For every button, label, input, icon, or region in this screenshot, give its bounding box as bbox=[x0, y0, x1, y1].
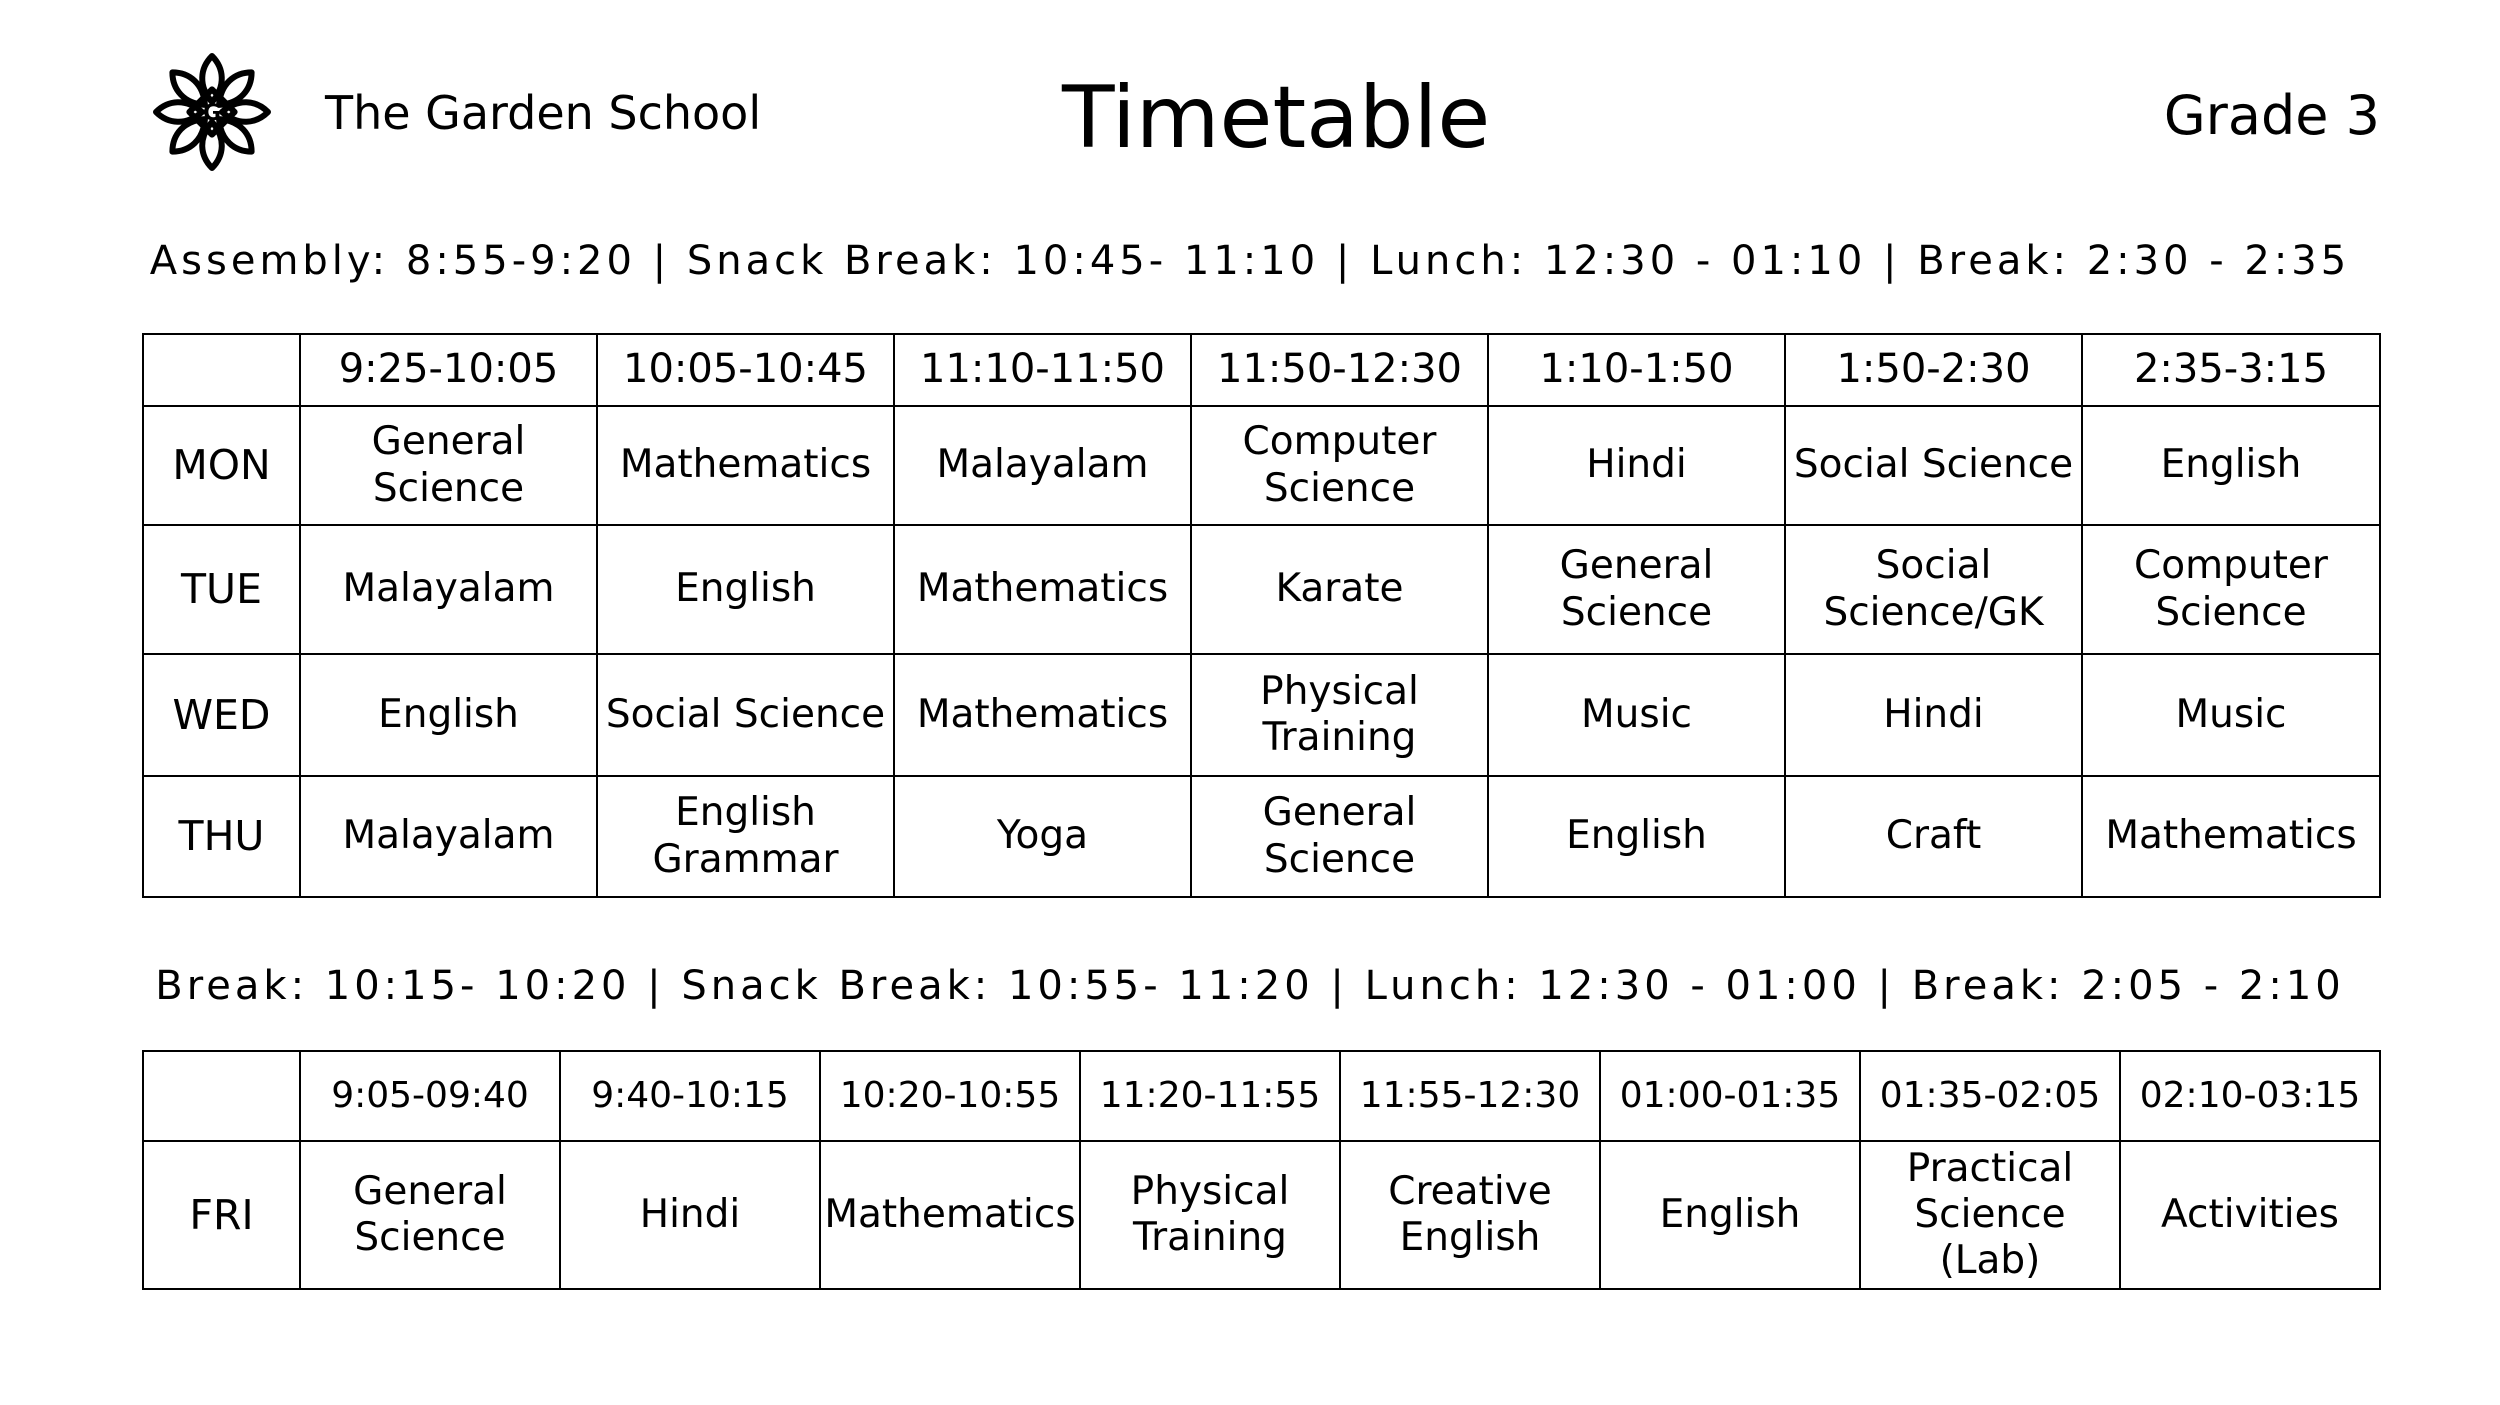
day-row-thu bbox=[143, 776, 2380, 897]
period-header-row bbox=[143, 334, 2380, 406]
subject-cell: Physical Training bbox=[1080, 1141, 1340, 1289]
subject-cell: Computer Science bbox=[1191, 406, 1488, 525]
day-label: WED bbox=[143, 654, 300, 776]
subject-cell: General Science bbox=[1191, 776, 1488, 897]
subject-cell: General Science bbox=[300, 406, 597, 525]
subject-cell: Activities bbox=[2120, 1141, 2380, 1289]
day-row-fri bbox=[143, 1141, 2380, 1289]
subject-cell: English Grammar bbox=[597, 776, 894, 897]
corner-cell bbox=[143, 1051, 300, 1141]
period-header: 02:10-03:15 bbox=[2120, 1051, 2380, 1141]
subject-cell: English bbox=[1600, 1141, 1860, 1289]
subject-cell: Social Science bbox=[1785, 406, 2082, 525]
subject-cell: English bbox=[2082, 406, 2380, 525]
subject-cell: English bbox=[1488, 776, 1785, 897]
day-label: TUE bbox=[143, 525, 300, 654]
subject-cell: Mathematics bbox=[820, 1141, 1080, 1289]
period-header-row bbox=[143, 1051, 2380, 1141]
subject-cell: General Science bbox=[1488, 525, 1785, 654]
subject-cell: Hindi bbox=[560, 1141, 820, 1289]
corner-cell bbox=[143, 334, 300, 406]
subject-cell: Social Science/GK bbox=[1785, 525, 2082, 654]
page-title: Timetable bbox=[1062, 68, 1491, 168]
school-logo-icon bbox=[142, 42, 282, 182]
period-header: 11:55-12:30 bbox=[1340, 1051, 1600, 1141]
period-header: 01:35-02:05 bbox=[1860, 1051, 2120, 1141]
period-header: 11:50-12:30 bbox=[1191, 334, 1488, 406]
friday-breaks-line: Break: 10:15- 10:20 | Snack Break: 10:55- 11:20 | Lunch: 12:30 - 01:00 | Break: 2:05 - 2:10 bbox=[155, 963, 2345, 1009]
friday-timetable bbox=[142, 1050, 2381, 1290]
subject-cell: General Science bbox=[300, 1141, 560, 1289]
subject-cell: Hindi bbox=[1785, 654, 2082, 776]
weekday-timetable bbox=[142, 333, 2381, 898]
subject-cell: English bbox=[597, 525, 894, 654]
subject-cell: Mathematics bbox=[597, 406, 894, 525]
period-header: 2:35-3:15 bbox=[2082, 334, 2380, 406]
subject-cell: Music bbox=[2082, 654, 2380, 776]
subject-cell: Malayalam bbox=[300, 776, 597, 897]
day-row-mon bbox=[143, 406, 2380, 525]
subject-cell: Mathematics bbox=[894, 654, 1191, 776]
subject-cell: Mathematics bbox=[2082, 776, 2380, 897]
period-header: 11:10-11:50 bbox=[894, 334, 1191, 406]
subject-cell: Craft bbox=[1785, 776, 2082, 897]
subject-cell: Mathematics bbox=[894, 525, 1191, 654]
period-header: 9:05-09:40 bbox=[300, 1051, 560, 1141]
period-header: 9:40-10:15 bbox=[560, 1051, 820, 1141]
day-label: THU bbox=[143, 776, 300, 897]
period-header: 10:05-10:45 bbox=[597, 334, 894, 406]
period-header: 01:00-01:35 bbox=[1600, 1051, 1860, 1141]
svg-text:G: G bbox=[202, 101, 222, 126]
school-name: The Garden School bbox=[325, 86, 762, 140]
day-label: MON bbox=[143, 406, 300, 525]
subject-cell: Karate bbox=[1191, 525, 1488, 654]
subject-cell: English bbox=[300, 654, 597, 776]
subject-cell: Hindi bbox=[1488, 406, 1785, 525]
subject-cell: Practical Science (Lab) bbox=[1860, 1141, 2120, 1289]
subject-cell: Music bbox=[1488, 654, 1785, 776]
subject-cell: Malayalam bbox=[300, 525, 597, 654]
subject-cell: Malayalam bbox=[894, 406, 1191, 525]
period-header: 1:10-1:50 bbox=[1488, 334, 1785, 406]
weekday-breaks-line: Assembly: 8:55-9:20 | Snack Break: 10:45- 11:10 | Lunch: 12:30 - 01:10 | Break: 2:30 - 2:35 bbox=[149, 238, 2351, 284]
subject-cell: Social Science bbox=[597, 654, 894, 776]
period-header: 10:20-10:55 bbox=[820, 1051, 1080, 1141]
day-row-wed bbox=[143, 654, 2380, 776]
period-header: 9:25-10:05 bbox=[300, 334, 597, 406]
day-row-tue bbox=[143, 525, 2380, 654]
subject-cell: Creative English bbox=[1340, 1141, 1600, 1289]
subject-cell: Yoga bbox=[894, 776, 1191, 897]
subject-cell: Computer Science bbox=[2082, 525, 2380, 654]
grade-label: Grade 3 bbox=[2163, 84, 2380, 147]
subject-cell: Physical Training bbox=[1191, 654, 1488, 776]
day-label: FRI bbox=[143, 1141, 300, 1289]
period-header: 1:50-2:30 bbox=[1785, 334, 2082, 406]
period-header: 11:20-11:55 bbox=[1080, 1051, 1340, 1141]
